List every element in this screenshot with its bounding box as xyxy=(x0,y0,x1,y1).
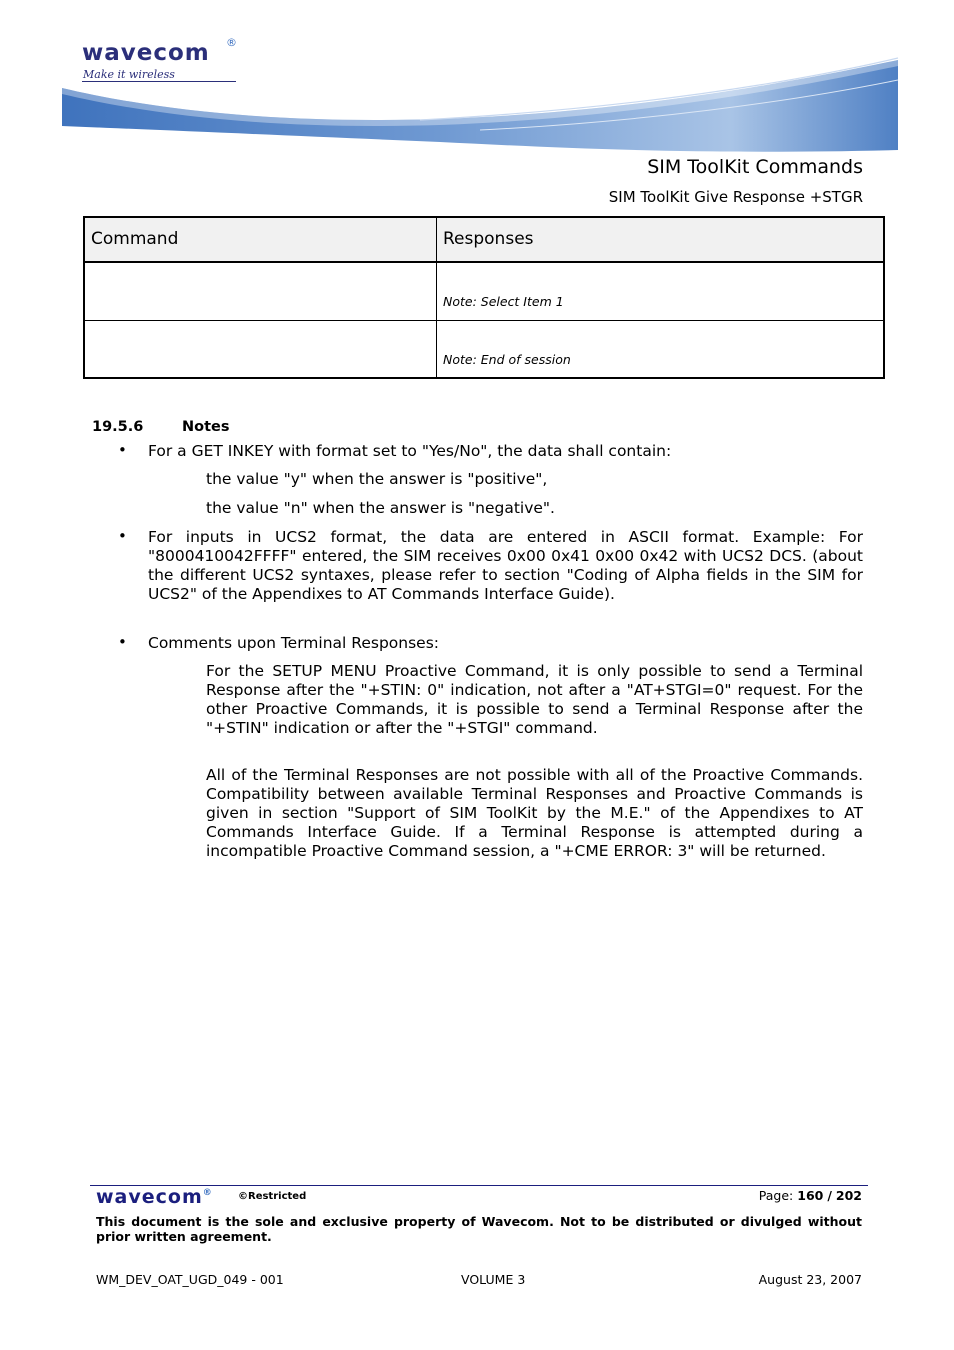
bullet-icon: • xyxy=(118,441,127,459)
footer-document-reference: WM_DEV_OAT_UGD_049 - 001 xyxy=(96,1272,284,1287)
note-terminal-responses-para-2: All of the Terminal Responses are not possible with all of the Proactive Commands. Compatibility between available Terminal Responses and Proactive Commands is given in section "Support of SIM ToolKit by the M.E." of the Appendixes to AT Commands Interface Guide. If a Terminal Response is attempted during a incompatible Proactive Command session, a "+CME ERROR: 3" will be returned. xyxy=(206,766,863,860)
note-bullet-ucs2: For inputs in UCS2 format, the data are entered in ASCII format. Example: For "8000410042FFFF" entered, the SIM receives 0x00 0x41 0x00 0x42 with UCS2 DCS. (about the different UCS2 syntaxes, please refer to section "Coding of Alpha fields in the SIM for UCS2" of the Appendixes to AT Commands Interface Guide). xyxy=(148,528,863,603)
page-total: 202 xyxy=(835,1188,862,1203)
logo-wordmark: wavecom xyxy=(82,40,210,66)
table-row-1-response-note: Note: Select Item 1 xyxy=(443,294,564,309)
section-title: SIM ToolKit Commands xyxy=(647,156,863,178)
logo-registered-mark: ® xyxy=(226,36,237,49)
notes-heading-number: 19.5.6 xyxy=(92,419,144,435)
bullet-icon: • xyxy=(118,527,127,545)
notes-heading xyxy=(92,419,230,435)
footer-confidentiality-notice: This document is the sole and exclusive property of Wavecom. Not to be distributed or divulged without prior written agreement. xyxy=(96,1214,862,1244)
footer-volume: VOLUME 3 xyxy=(461,1272,526,1287)
bullet-icon: • xyxy=(118,633,127,651)
page-current: 160 xyxy=(797,1188,824,1203)
footer-logo-registered-mark: ® xyxy=(202,1188,212,1198)
note-sub-positive: the value "y" when the answer is "positive", xyxy=(206,470,548,488)
page-label: Page: xyxy=(758,1188,794,1203)
note-sub-negative: the value "n" when the answer is "negative". xyxy=(206,499,555,517)
column-header-responses: Responses xyxy=(443,229,534,249)
notes-heading-title: Notes xyxy=(182,419,230,435)
footer-wavecom-logo xyxy=(96,1186,212,1208)
footer-date: August 23, 2007 xyxy=(758,1272,862,1287)
table-row-2-response-note: Note: End of session xyxy=(443,352,571,367)
column-header-command: Command xyxy=(91,229,179,249)
logo-tagline: Make it wireless xyxy=(83,68,175,81)
section-subtitle: SIM ToolKit Give Response +STGR xyxy=(608,188,863,206)
footer-logo-wordmark: wavecom xyxy=(96,1186,203,1208)
footer-restricted-label: ©Restricted xyxy=(238,1191,307,1202)
note-terminal-responses-para-1: For the SETUP MENU Proactive Command, it is only possible to send a Terminal Response after the "+STIN: 0" indication, not after a "AT+STGI=0" request. For the other Proactive Commands, it is possible to send a Terminal Response after the "+STIN" indication or after the "+STGI" command. xyxy=(206,662,863,737)
note-bullet-get-inkey: For a GET INKEY with format set to "Yes/No", the data shall contain: xyxy=(148,442,672,460)
footer-page-number xyxy=(759,1188,862,1203)
command-response-table xyxy=(83,216,885,379)
header-swoosh-banner xyxy=(0,50,954,160)
table-column-divider xyxy=(436,218,437,377)
note-bullet-terminal-responses: Comments upon Terminal Responses: xyxy=(148,634,440,652)
table-row-divider xyxy=(85,320,883,321)
page-separator: / xyxy=(827,1188,832,1203)
